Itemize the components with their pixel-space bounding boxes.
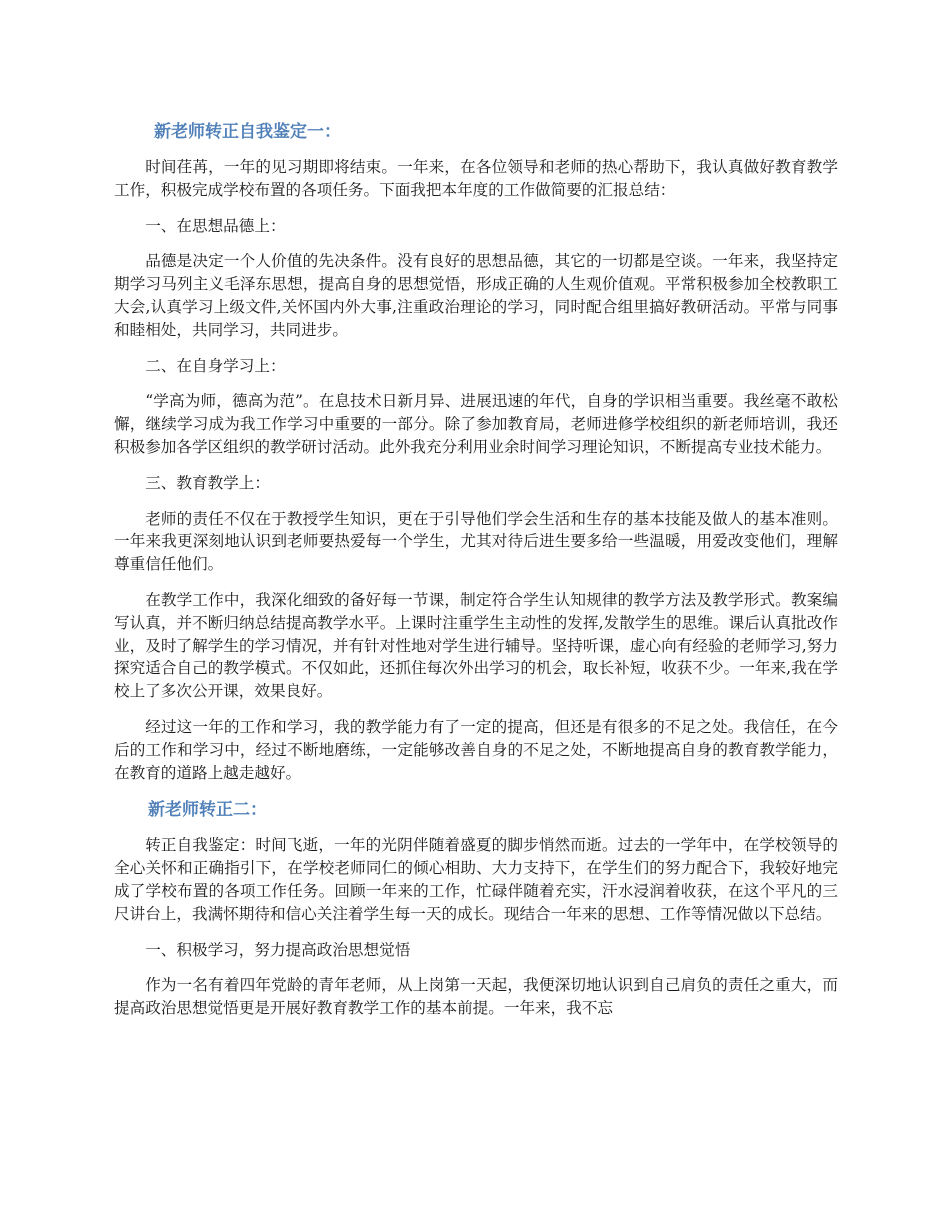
section2-paragraph: 一、积极学习，努力提高政治思想觉悟 (145, 940, 411, 959)
section2-title: 新老师转正二： (148, 800, 267, 821)
section1-paragraph: 三、教育教学上： (145, 473, 270, 492)
section1-paragraph: 老师的责任不仅在于教授学生知识，更在于引导他们学会生活和生存的基本技能及做人的基本准则。一年来我更深刻地认识到老师要热爱每一个学生，尤其对待后进生要多给一些温暖，用爱改变他们，理解尊重信任他们。 (114, 509, 838, 574)
section2-paragraph: 作为一名有着四年党龄的青年老师，从上岗第一天起，我便深切地认识到自己肩负的责任之重大，而提高政治思想觉悟更是开展好教育教学工作的基本前提。一年来，我不忘 (114, 976, 838, 1018)
section1-paragraph: 品德是决定一个人价值的先决条件。没有良好的思想品德，其它的一切都是空谈。一年来，我坚持定期学习马列主义毛泽东思想，提高自身的思想觉悟，形成正确的人生观价值观。平常积极参加全校教职工大会,认真学习上级文件,关怀国内外大事,注重政治理论的学习，同时配合组里搞好教研活动。平常与同事和睦相处，共同学习，共同进步。 (114, 252, 838, 339)
document-page (114, 120, 838, 1033)
section1-paragraph: 一、在思想品德上： (145, 216, 286, 235)
section2-paragraph: 转正自我鉴定：时间飞逝，一年的光阴伴随着盛夏的脚步悄然而逝。过去的一学年中，在学校领导的全心关怀和正确指引下，在学校老师同仁的倾心相助、大力支持下，在学生们的努力配合下，我较好地完成了学校布置的各项工作任务。回顾一年来的工作，忙碌伴随着充实，汗水浸润着收获，在这个平凡的三尺讲台上，我满怀期待和信心关注着学生每一天的成长。现结合一年来的思想、工作等情况做以下总结。 (114, 836, 838, 923)
section1-paragraph: 在教学工作中，我深化细致的备好每一节课，制定符合学生认知规律的教学方法及教学形式。教案编写认真，并不断归纳总结提高教学水平。上课时注重学生主动性的发挥,发散学生的思维。课后认真批改作业，及时了解学生的学习情况，并有针对性地对学生进行辅导。坚持听课，虚心向有经验的老师学习,努力探究适合自己的教学模式。不仅如此，还抓住每次外出学习的机会，取长补短，收获不少。一年来,我在学校上了多次公开课，效果良好。 (114, 590, 838, 701)
section1-paragraph: 时间荏苒，一年的见习期即将结束。一年来，在各位领导和老师的热心帮助下，我认真做好教育教学工作，积极完成学校布置的各项任务。下面我把本年度的工作做简要的汇报总结： (114, 158, 838, 199)
section1-paragraph: 经过这一年的工作和学习，我的教学能力有了一定的提高，但还是有很多的不足之处。我信任，在今后的工作和学习中，经过不断地磨练，一定能够改善自身的不足之处，不断地提高自身的教育教学能力，在教育的道路上越走越好。 (114, 717, 838, 782)
section1-title: 新老师转正自我鉴定一： (154, 122, 341, 142)
section1-paragraph: 二、在自身学习上： (145, 356, 286, 375)
section1-paragraph: “学高为师，德高为范”。在息技术日新月异、进展迅速的年代，自身的学识相当重要。我丝毫不敢松懈，继续学习成为我工作学习中重要的一部分。除了参加教育局，老师进修学校组织的新老师培训，我还积极参加各学区组织的教学研讨活动。此外我充分利用业余时间学习理论知识，不断提高专业技术能力。 (114, 392, 838, 456)
